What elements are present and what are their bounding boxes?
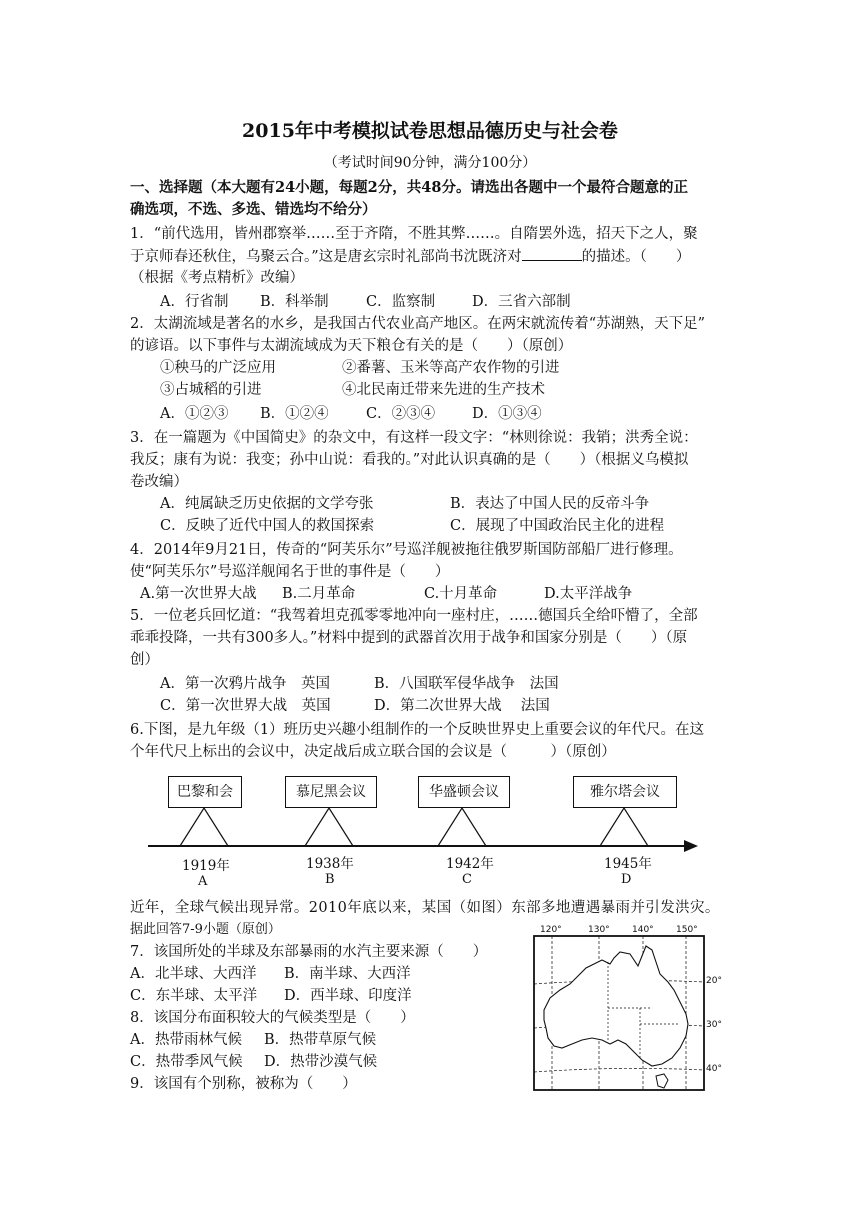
q6-text-line2: 个年代尺上标出的会议中，决定战后成立联合国的会议是（ ）（原创） xyxy=(130,744,616,760)
map-latitude-label: 40° xyxy=(706,1064,722,1074)
q3-options-row2 xyxy=(160,516,720,536)
q7-text: 7．该国所处的半球及东部暴雨的水汽主要来源（ ） xyxy=(130,944,488,960)
q1-option-b: B．科举制 xyxy=(260,294,329,310)
timeline-letter: C xyxy=(462,872,472,887)
q3-options-row1 xyxy=(160,494,720,514)
q5-options-row2 xyxy=(160,696,720,716)
section-heading: 一、选择题（本大题有24小题，每题2分，共48分。请选出各题中一个最符合题意的正 xyxy=(130,179,688,196)
map-latitude-label: 30° xyxy=(706,1020,722,1030)
q8-options-row1 xyxy=(130,1030,530,1050)
q2-text: 2．太湖流域是著名的水乡，是我国古代农业高产地区。在两宋就流传着“苏湖熟，天下足” xyxy=(130,316,706,332)
q6-text: 6.下图，是九年级（1）班历史兴趣小组制作的一个反映世界史上重要会议的年代尺。在这 xyxy=(130,722,705,738)
q2-option-a: A．①②③ xyxy=(160,406,229,422)
q1-source: （根据《考点精析》改编） xyxy=(130,270,304,286)
q3-option-b: B．表达了中国人民的反帝斗争 xyxy=(450,496,650,512)
timeline-figure xyxy=(140,768,710,890)
q4-option-c: C.十月革命 xyxy=(424,586,498,602)
timeline-meeting-yalta: 雅尔塔会议 xyxy=(573,776,677,808)
map-latitude-label: 20° xyxy=(706,976,722,986)
q5-options-row1 xyxy=(160,674,720,694)
q5-text: 5．一位老兵回忆道：“我驾着坦克孤零零地冲向一座村庄，……德国兵全给吓懵了，全部 xyxy=(130,608,698,624)
q2-item: ③占城稻的引进 xyxy=(160,382,262,398)
q5-option-c: C．第一次世界大战 英国 xyxy=(160,698,331,714)
timeline-letter: B xyxy=(325,872,335,887)
timeline-year: 1942年 xyxy=(446,856,494,872)
timeline-letter: D xyxy=(621,872,632,887)
q1-text-part: 的描述。（ ） xyxy=(581,249,691,265)
q2-option-b: B．①②④ xyxy=(260,406,329,422)
q9-text: 9．该国有个别称，被称为（ ） xyxy=(130,1076,357,1092)
exam-info: （考试时间90分钟，满分100分） xyxy=(323,155,537,171)
q3-text: 3．在一篇题为《中国简史》的杂文中，有这样一段文字：“林则徐说：我销；洪秀全说： xyxy=(130,430,698,446)
q4-option-d: D.太平洋战争 xyxy=(544,586,633,602)
section-heading-cont: 确选项，不选、多选、错选均不给分） xyxy=(130,201,377,218)
q8-options-row2 xyxy=(130,1052,530,1072)
q2-items-row2 xyxy=(160,380,720,400)
q1-option-c: C．监察制 xyxy=(366,294,436,310)
q3-option-a: A．纯属缺乏历史依据的文学夸张 xyxy=(160,496,374,512)
q4-text-line2: 使“阿芙乐尔”号巡洋舰闻名于世的事件是（ ） xyxy=(130,564,450,580)
q1-options xyxy=(160,292,720,312)
q2-options xyxy=(160,404,720,424)
timeline-meeting-washington: 华盛顿会议 xyxy=(418,776,510,808)
q2-option-c: C．②③④ xyxy=(366,406,436,422)
q3-text-line3: 卷改编） xyxy=(130,474,188,490)
map-longitude-label: 120° xyxy=(540,925,562,935)
map-longitude-label: 140° xyxy=(632,925,654,935)
q1-text: 1．“前代选用，皆州郡察举……至于齐隋，不胜其弊……。自隋罢外选，招天下之人，聚 xyxy=(130,226,698,242)
q1-text-part: 于京师春还秋住，乌聚云合。”这是唐玄宗时礼部尚书沈既济对 xyxy=(130,249,522,265)
australia-map-graphic xyxy=(522,924,722,1096)
map-longitude-label: 150° xyxy=(676,925,698,935)
q5-option-d: D．第二次世界大战 法国 xyxy=(374,698,550,714)
page-title: 2015年中考模拟试卷思想品德历史与社会卷 xyxy=(242,120,618,142)
q2-text-line2: 的谚语。以下事件与太湖流域成为天下粮仓有关的是（ ）（原创） xyxy=(130,338,573,354)
q7-options-row1 xyxy=(130,964,530,984)
q4-option-a: A.第一次世界大战 xyxy=(140,586,257,602)
q5-text-line2: 乖乖投降，一共有300多人。”材料中提到的武器首次用于战争和国家分别是（ ）（原 xyxy=(130,630,688,646)
q7-9-intro: 近年，全球气候出现异常。2010年底以来，某国（如图）东部多地遭遇暴雨并引发洪灾。 xyxy=(130,900,720,916)
timeline-letter: A xyxy=(198,874,208,889)
q8-text: 8．该国分布面积较大的气候类型是（ ） xyxy=(130,1010,415,1026)
q4-options xyxy=(140,584,700,604)
q8-option-a: A．热带雨林气候 xyxy=(130,1032,242,1048)
q7-option-c: C．东半球、太平洋 xyxy=(130,988,258,1004)
timeline-year: 1938年 xyxy=(306,856,354,872)
q4-option-b: B.二月革命 xyxy=(282,586,356,602)
q8-option-c: C．热带季风气候 xyxy=(130,1054,243,1070)
australia-map xyxy=(522,924,722,1096)
q7-option-a: A．北半球、大西洋 xyxy=(130,966,257,982)
q5-option-a: A．第一次鸦片战争 英国 xyxy=(160,676,330,692)
q2-option-d: D．①③④ xyxy=(472,406,542,422)
q4-text: 4．2014年9月21日，传奇的“阿芙乐尔”号巡洋舰被拖往俄罗斯国防部船厂进行修理。 xyxy=(130,542,683,558)
q1-option-a: A．行省制 xyxy=(160,294,229,310)
q1-text-line2 xyxy=(130,246,690,267)
q2-items-row1 xyxy=(160,358,720,378)
q7-option-b: B．南半球、大西洋 xyxy=(284,966,411,982)
q5-option-b: B．八国联军侵华战争 法国 xyxy=(374,676,559,692)
q8-option-b: B．热带草原气候 xyxy=(264,1032,377,1048)
q2-item: ④北民南迁带来先进的生产技术 xyxy=(342,382,545,398)
timeline-year: 1919年 xyxy=(182,858,230,874)
answer-blank xyxy=(522,246,582,261)
q3-option-d: C．展现了中国政治民主化的进程 xyxy=(450,518,665,534)
timeline-meeting-paris: 巴黎和会 xyxy=(168,776,242,808)
q3-text-line2: 我反；康有为说：我变；孙中山说：看我的。”对此认识真确的是（ ）（根据义乌模拟 xyxy=(130,452,689,468)
q2-item: ①秧马的广泛应用 xyxy=(160,360,276,376)
q1-option-d: D．三省六部制 xyxy=(472,294,571,310)
q3-option-c: C．反映了近代中国人的救国探索 xyxy=(160,518,375,534)
q2-item: ②番薯、玉米等高产农作物的引进 xyxy=(342,360,560,376)
q7-option-d: D．西半球、印度洋 xyxy=(284,988,412,1004)
q7-9-intro-line2: 据此回答7-9小题（原创） xyxy=(130,922,281,937)
q5-text-line3: 创） xyxy=(130,652,159,668)
timeline-year: 1945年 xyxy=(604,856,652,872)
q7-options-row2 xyxy=(130,986,530,1006)
timeline-meeting-munich: 慕尼黑会议 xyxy=(285,776,377,808)
q8-option-d: D．热带沙漠气候 xyxy=(264,1054,378,1070)
map-longitude-label: 130° xyxy=(588,925,610,935)
